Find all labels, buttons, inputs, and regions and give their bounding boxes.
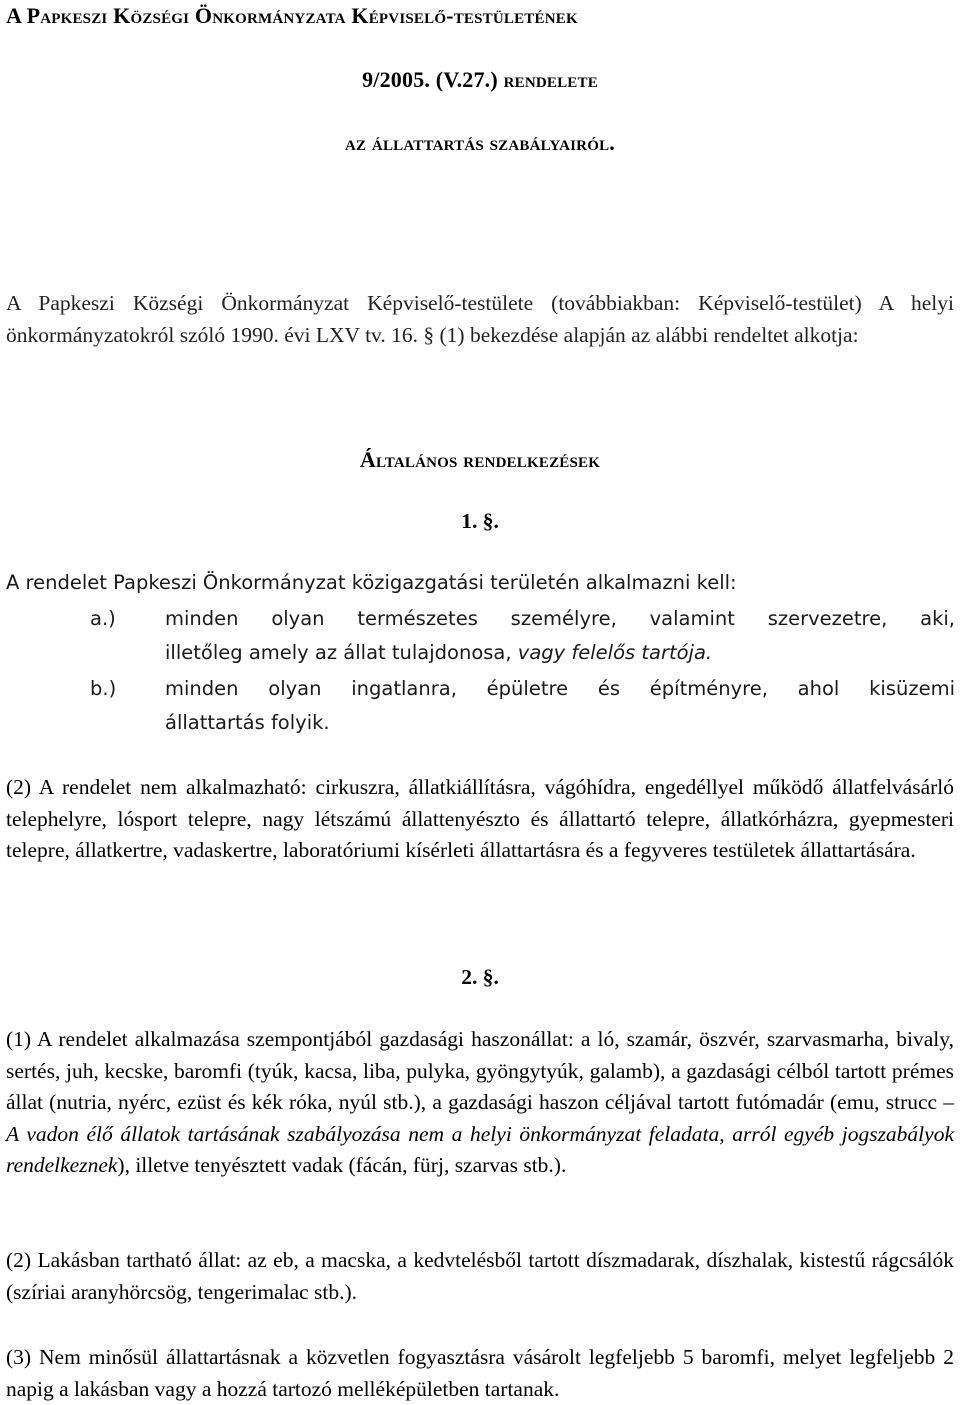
list-item-b xyxy=(0,672,960,742)
header-title: A Papkeszi Községi Önkormányzata Képviselő-testületének xyxy=(6,3,578,28)
list-item-emphasis: vagy felelős tartója. xyxy=(517,641,713,664)
list-item-label: b.) xyxy=(90,677,117,700)
preamble: A Papkeszi Községi Önkormányzat Képviselő-testülete (továbbiakban: Képviselő-testület) A helyi önkormányzatokról szóló 1990. évi LXV tv. 16. § (1) bekezdése alapján az alábbi rendeltet alkotja: xyxy=(6,291,954,347)
list-item-line: minden olyan természetes személyre, valamint szervezetre, aki, xyxy=(165,607,955,630)
section-title: Általános rendelkezések xyxy=(359,447,601,472)
list-item-label: a.) xyxy=(90,607,116,630)
paragraph-1-subsection-2: (2) A rendelet nem alkalmazható: cirkuszra, állatkiállításra, vágóhídra, engedéllyel működő állatfelvásárló telephelyre, lósport telepre, nagy létszámú állattenyészto és állattartó telepre, állatkórházra, gyepmesteri telepre, állatkertre, vadaskertre, laboratóriumi kísérleti állattartásra és a fegyveres testületek állattartására. xyxy=(6,775,954,862)
header-decree-number: 9/2005. (V.27.) rendelete xyxy=(362,67,598,92)
subsection-text: (1) A rendelet alkalmazása szempontjából gazdasági haszonállat: a ló, szamár, öszvér, szarvasmarha, bivaly, sertés, juh, kecske, baromfi (tyúk, kacsa, liba, pulyka, gyöngytyúk, galamb), a gazdasági célból tartott prémes állat (nutria, nyérc, ezüst és kék róka, nyúl stb.), a gazdasági haszon céljával tartott futómadár (emu, strucc – xyxy=(6,1027,954,1114)
paragraph-2-subsection-2: (2) Lakásban tartható állat: az eb, a macska, a kedvtelésből tartott díszmadarak, díszhalak, kistestű rágcsálók (szíriai aranyhörcsög, tengerimalac stb.). xyxy=(6,1248,954,1304)
subsection-italic-text: A vadon élő állatok tartásának szabályozása nem a helyi önkormányzat feladata, arról egyéb jogszabályok rendelkeznek xyxy=(6,1121,954,1177)
list-item-line: minden olyan ingatlanra, épületre és építményre, ahol kisüzemi xyxy=(165,677,955,700)
subsection-text: ), illetve tenyésztett vadak (fácán, fürj, szarvas stb.). xyxy=(117,1153,567,1177)
list-item-line: illetőleg amely az állat tulajdonosa, xyxy=(165,641,518,664)
header-subject: az állattartás szabályairól. xyxy=(345,130,615,155)
paragraph-1-intro: A rendelet Papkeszi Önkormányzat közigazgatási területén alkalmazni kell: xyxy=(6,571,737,594)
paragraph-2-subsection-1 xyxy=(6,1024,954,1182)
paragraph-2-number: 2. §. xyxy=(461,965,499,989)
list-item-line: állattartás folyik. xyxy=(165,711,330,734)
paragraph-1-number: 1. §. xyxy=(461,509,499,533)
list-item-a xyxy=(0,602,960,672)
paragraph-2-subsection-3: (3) Nem minősül állattartásnak a közvetlen fogyasztásra vásárolt legfeljebb 5 baromfi, melyet legfeljebb 2 napig a lakásban vagy a hozzá tartozó melléképületben tartanak. xyxy=(6,1345,954,1401)
